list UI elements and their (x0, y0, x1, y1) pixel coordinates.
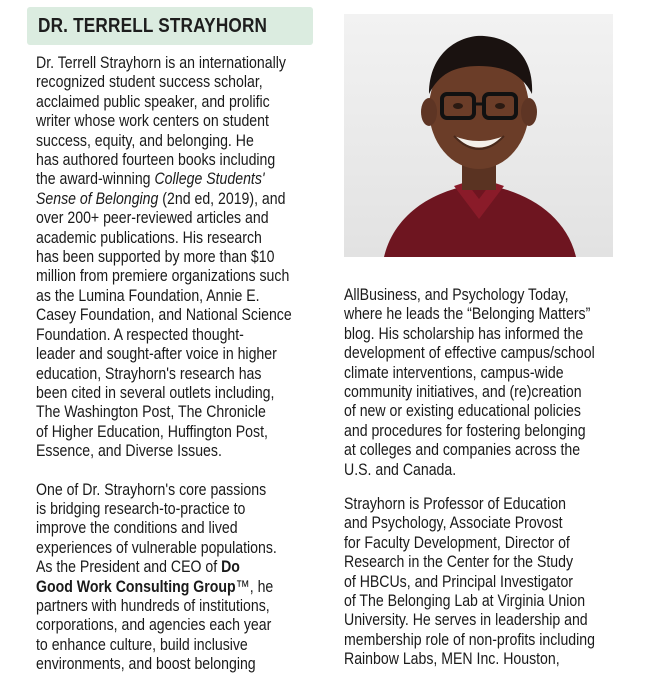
text-line: of Higher Education, Huffington Post, (36, 421, 268, 441)
text-run: (2nd ed, 2019), and (158, 188, 286, 208)
book-title: College Students' (154, 169, 265, 189)
text-line: Dr. Terrell Strayhorn is an internationally (36, 53, 286, 72)
text-line: leader and sought-after voice in higher (36, 344, 277, 364)
paragraph-gap (36, 461, 292, 480)
text-line: has been supported by more than $10 (36, 247, 275, 267)
text-line: at colleges and companies across the (344, 440, 581, 460)
text-line: Strayhorn is Professor of Education (344, 494, 566, 513)
text-line: success, equity, and belonging. He (36, 130, 254, 150)
text-line: is bridging research-to-practice to (36, 498, 246, 518)
text-line (36, 577, 292, 596)
text-line: corporations, and agencies each year (36, 615, 272, 635)
text-line: One of Dr. Strayhorn's core passions (36, 479, 267, 499)
text-line: writer whose work centers on student (36, 111, 269, 131)
text-line: been cited in several outlets including, (36, 382, 275, 402)
text-line: environments, and boost belonging (36, 654, 256, 674)
text-line: recognized student success scholar, (36, 72, 263, 92)
text-line: Research in the Center for the Study (344, 552, 574, 572)
text-line: Foundation. A respected thought- (36, 324, 244, 344)
text-line: blog. His scholarship has informed the (344, 323, 584, 343)
text-line: million from premiere organizations such (36, 266, 290, 286)
text-line (36, 557, 292, 576)
text-line: has authored fourteen books including (36, 150, 276, 170)
text-line: community initiatives, and (re)creation (344, 382, 582, 402)
text-line: AllBusiness, and Psychology Today, (344, 285, 569, 304)
text-line: development of effective campus/school (344, 343, 595, 363)
text-line: University. He serves in leadership and (344, 610, 588, 630)
text-line: over 200+ peer-reviewed articles and (36, 208, 269, 228)
text-line: climate interventions, campus-wide (344, 362, 564, 382)
text-line (36, 189, 292, 208)
title-banner (27, 7, 313, 45)
text-line: education, Strayhorn's research has (36, 363, 262, 383)
page-title: DR. TERRELL STRAYHORN (38, 15, 268, 37)
text-line: where he leads the “Belonging Matters” (344, 304, 591, 324)
text-line: to enhance culture, build inclusive (36, 634, 248, 654)
portrait-photo (344, 14, 613, 257)
right-text-column-top (344, 285, 595, 479)
text-line: for Faculty Development, Director of (344, 532, 570, 552)
text-run: As the President and CEO of (36, 557, 222, 577)
text-line: U.S. and Canada. (344, 459, 457, 479)
text-line: Casey Foundation, and National Science (36, 305, 292, 325)
text-run: the award-winning (36, 169, 155, 189)
portrait-image (344, 14, 613, 257)
text-line: of HBCUs, and Principal Investigator (344, 571, 574, 591)
text-line: and procedures for fostering belonging (344, 420, 586, 440)
text-line: The Washington Post, The Chronicle (36, 402, 266, 422)
company-name: Do (221, 557, 240, 577)
text-line: of The Belonging Lab at Virginia Union (344, 591, 586, 611)
text-line: Rainbow Labs, MEN Inc. Houston, (344, 649, 560, 669)
left-text-column (36, 53, 292, 674)
text-line: as the Lumina Foundation, Annie E. (36, 285, 260, 305)
company-name: Good Work Consulting Group (36, 576, 236, 596)
text-line: membership role of non-profits including (344, 629, 595, 649)
text-line: of new or existing educational policies (344, 401, 581, 421)
text-line (36, 169, 292, 188)
text-line: improve the conditions and lived (36, 518, 238, 538)
book-title: Sense of Belonging (36, 188, 159, 208)
text-line: Essence, and Diverse Issues. (36, 441, 222, 461)
text-run: ™, he (235, 576, 274, 596)
right-text-column-bottom (344, 494, 595, 669)
text-line: partners with hundreds of institutions, (36, 595, 270, 615)
text-line: acclaimed public speaker, and prolific (36, 91, 270, 111)
text-line: experiences of vulnerable populations. (36, 537, 277, 557)
text-line: academic publications. His research (36, 227, 262, 247)
text-line: and Psychology, Associate Provost (344, 513, 563, 533)
